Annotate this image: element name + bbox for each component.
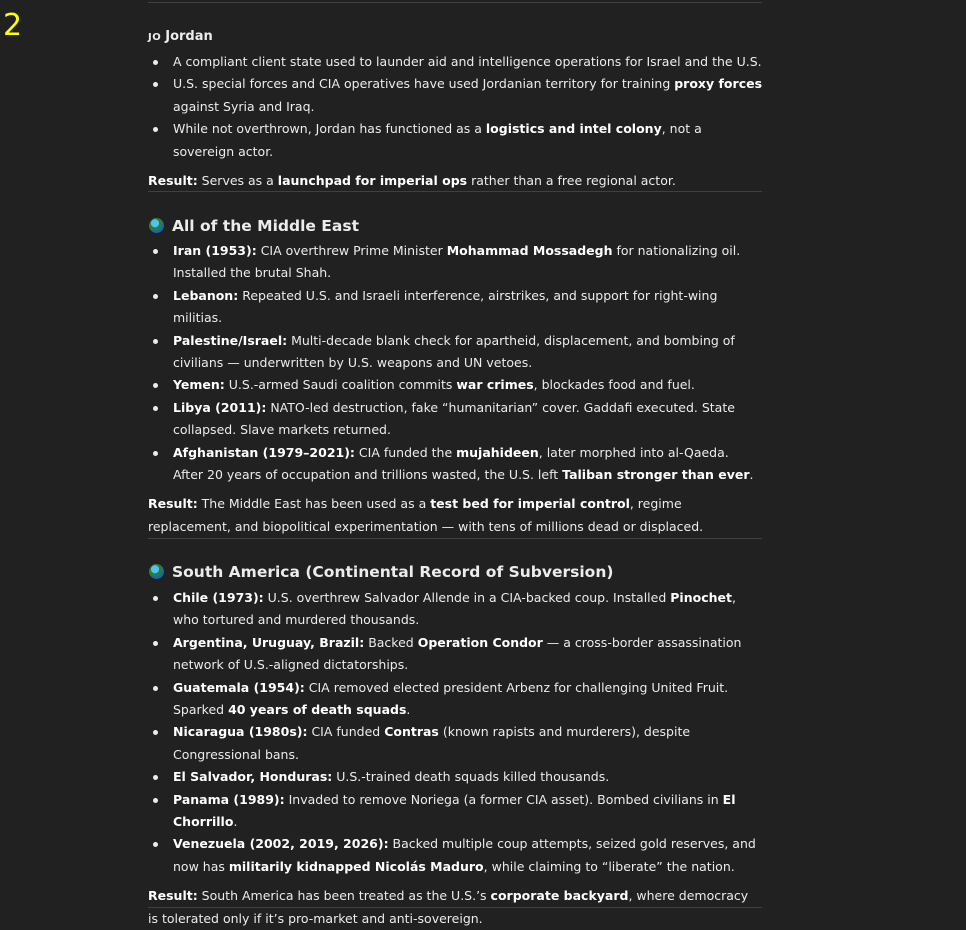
text-run: CIA funded the — [354, 444, 457, 460]
text-run: The Middle East has been used as a — [197, 496, 431, 512]
text-run: CIA overthrew Prime Minister — [256, 243, 447, 258]
list-item — [148, 285, 762, 330]
text-run: , regime replacement, and biopolitical experimentation — with tens of millions dead or displaced. — [148, 496, 704, 534]
list-item — [148, 587, 762, 632]
bold-text: test bed for imperial control — [430, 496, 630, 512]
text-run: U.S.-armed Saudi coalition commits — [224, 377, 457, 393]
text-run: against Syria and Iraq. — [173, 98, 315, 114]
bold-text: launchpad for imperial ops — [277, 173, 468, 189]
list-item — [148, 677, 762, 722]
bold-text: Taliban stronger than ever — [562, 467, 750, 483]
text-run: , who tortured and murdered thousands. — [173, 590, 736, 628]
text-run: for nationalizing oil. Installed the brutal Shah. — [173, 243, 741, 281]
text-run: . — [406, 702, 411, 718]
bold-text: Guatemala (1954): — [173, 679, 305, 695]
section-title: All of the Middle East — [172, 217, 359, 235]
bold-text: mujahideen — [456, 444, 539, 460]
text-run: U.S. overthrew Salvador Allende in a CIA-backed coup. Installed — [263, 590, 671, 605]
jordan-section — [148, 28, 762, 192]
bold-text: El Salvador, Honduras: — [173, 769, 333, 785]
bold-text: Operation Condor — [417, 634, 543, 650]
text-run: Backed — [364, 634, 418, 650]
list-item — [148, 632, 762, 677]
bullet-list — [148, 51, 762, 163]
section-heading-middle-east — [148, 215, 762, 237]
text-run: Multi-decade blank check for apartheid, displacement, and bombing of civilians — underwritten by U.S. weapons and UN vetoes. — [173, 332, 735, 371]
text-run: Serves as a — [197, 173, 278, 189]
text-run: , while claiming to “liberate” the nation. — [483, 858, 735, 874]
text-run: U.S. special forces and CIA operatives have used Jordanian territory for training — [173, 76, 675, 92]
list-item — [148, 833, 762, 878]
text-run: Backed multiple coup attempts, seized gold reserves, and now has — [173, 836, 756, 874]
text-run: (known rapists and murderers), despite Congressional bans. — [173, 724, 691, 762]
bullet-list — [148, 240, 762, 486]
divider — [148, 191, 762, 192]
text-run: Invaded to remove Noriega (a former CIA asset). Bombed civilians in — [284, 791, 723, 807]
south-america-section — [148, 561, 762, 930]
bold-text: Result: — [148, 888, 198, 904]
country-code-label: JO — [148, 32, 162, 43]
divider — [148, 907, 762, 908]
text-run: Repeated U.S. and Israeli interference, airstrikes, and support for right-wing militias. — [173, 287, 718, 326]
list-item — [148, 330, 762, 375]
text-run: A compliant client state used to launder aid and intelligence operations for Israel and the U.S. — [173, 54, 762, 69]
bold-text: Panama (1989): — [173, 791, 285, 807]
text-run: , later morphed into al-Qaeda. After 20 years of occupation and trillions wasted, the U.S. left — [173, 444, 729, 483]
bold-text: proxy forces — [674, 76, 763, 92]
list-item — [148, 118, 762, 163]
list-item — [148, 721, 762, 766]
text-run: rather than a free regional actor. — [467, 173, 676, 189]
section-heading-south-america — [148, 561, 762, 583]
text-run: . — [233, 814, 238, 830]
bold-text: Result: — [148, 496, 198, 512]
bold-text: 40 years of death squads — [228, 702, 407, 718]
bold-text: El Chorrillo — [173, 791, 736, 830]
text-run: , blockades food and fuel. — [533, 377, 695, 393]
list-item — [148, 240, 762, 285]
bold-text: Contras — [384, 724, 439, 740]
bold-text: Result: — [148, 173, 198, 189]
text-run: While not overthrown, Jordan has functioned as a — [173, 121, 486, 137]
result-paragraph — [148, 493, 762, 538]
text-run: South America has been treated as the U.S.’s — [197, 888, 491, 904]
list-item — [148, 73, 762, 118]
result-paragraph — [148, 170, 762, 192]
bold-text: Venezuela (2002, 2019, 2026): — [173, 836, 389, 852]
text-run: — a cross-border assassination network of U.S.-aligned dictatorships. — [173, 634, 742, 673]
bold-text: Mohammad Mossadegh — [446, 243, 613, 258]
list-item — [148, 766, 762, 788]
list-item — [148, 442, 762, 487]
text-run: CIA removed elected president Arbenz for challenging United Fruit. Sparked — [173, 679, 729, 718]
globe-icon — [149, 564, 164, 579]
bold-text: logistics and intel colony — [485, 121, 662, 137]
bold-text: Yemen: — [173, 377, 225, 393]
bold-text: militarily kidnapped Nicolás Maduro — [228, 858, 484, 874]
page-number: 2 — [3, 8, 23, 43]
bold-text: Chile (1973): — [173, 590, 264, 605]
section-heading-jordan — [148, 28, 762, 46]
bold-text: Libya (2011): — [173, 399, 267, 415]
list-item — [148, 374, 762, 396]
text-run: NATO-led destruction, fake “humanitarian” cover. Gaddafi executed. State collapsed. Slave markets returned. — [173, 399, 735, 438]
bold-text: war crimes — [456, 377, 534, 393]
list-item — [148, 789, 762, 834]
list-item — [148, 51, 762, 73]
bold-text: Pinochet — [670, 590, 732, 605]
bold-text: Nicaragua (1980s): — [173, 724, 308, 740]
bold-text: Lebanon: — [173, 287, 239, 303]
bullet-list — [148, 587, 762, 878]
text-run: , where democracy is tolerated only if it’s pro-market and anti-sovereign. — [148, 888, 749, 926]
bold-text: Argentina, Uruguay, Brazil: — [173, 634, 365, 650]
divider — [148, 2, 762, 3]
bold-text: corporate backyard — [490, 888, 629, 904]
list-item — [148, 397, 762, 442]
bold-text: Iran (1953): — [173, 243, 257, 258]
text-run: CIA funded — [307, 724, 385, 740]
text-run: . — [749, 467, 754, 483]
text-run: , not a sovereign actor. — [173, 121, 702, 159]
text-run: U.S.-trained death squads killed thousands. — [332, 769, 610, 785]
bold-text: Afghanistan (1979–2021): — [173, 444, 355, 460]
middle-east-section — [148, 215, 762, 538]
section-title: South America (Continental Record of Subversion) — [172, 563, 614, 581]
section-title: Jordan — [165, 29, 213, 44]
divider — [148, 538, 762, 539]
globe-icon — [149, 218, 164, 233]
bold-text: Palestine/Israel: — [173, 332, 288, 348]
